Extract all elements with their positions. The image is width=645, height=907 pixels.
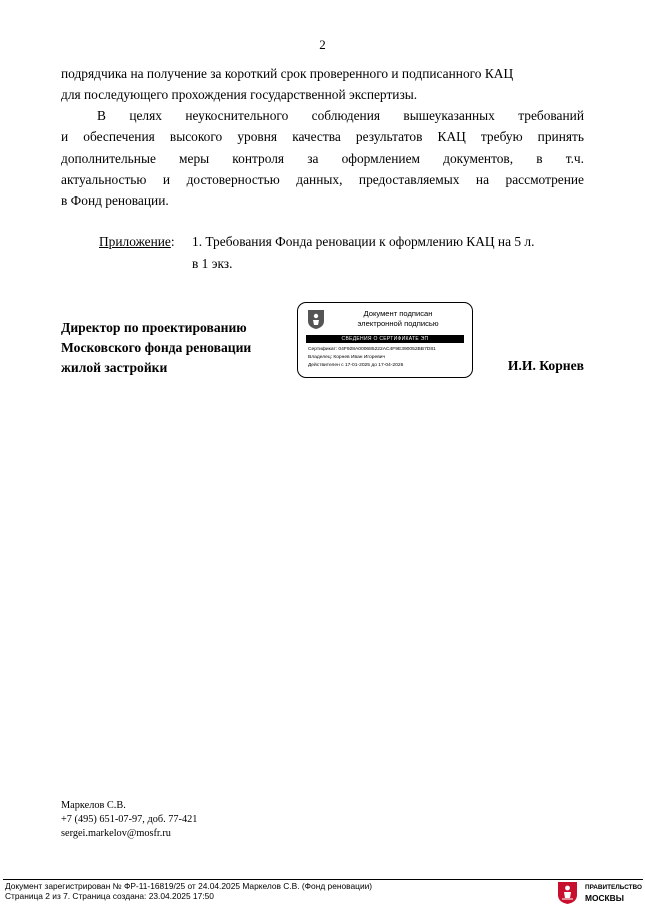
signer-title: жилой застройки — [61, 360, 168, 375]
stamp-certificate-header: СВЕДЕНИЯ О СЕРТИФИКАТЕ ЭП — [306, 335, 464, 343]
contact-phone: +7 (495) 651-07-97, доб. 77-421 — [61, 814, 198, 825]
moscow-coat-of-arms-icon — [557, 881, 578, 905]
body-line: для последующего прохождения государственной экспертизы. — [61, 87, 418, 102]
footer-divider — [3, 879, 643, 880]
attachment-colon: : — [170, 234, 175, 249]
signer-title: Директор по проектированию — [61, 320, 247, 335]
stamp-owner: Владелец: Корнев Иван Игоревич — [308, 355, 386, 360]
stamp-validity: Действителен с 17-01-2025 до 17-04-2026 — [308, 363, 404, 368]
body-line: в Фонд реновации. — [61, 193, 169, 208]
contact-name: Маркелов С.В. — [61, 800, 126, 811]
page-number: 2 — [319, 37, 326, 52]
contact-email: sergei.markelov@mosfr.ru — [61, 828, 171, 839]
moscow-emblem-icon — [307, 309, 325, 330]
body-line: и обеспечения высокого уровня качества результатов КАЦ требую принять — [61, 129, 584, 144]
electronic-signature-stamp — [297, 302, 473, 378]
attachment-row — [99, 234, 175, 250]
attachment-text: в 1 экз. — [192, 256, 233, 271]
body-line: В целях неукоснительного соблюдения вышеуказанных требований — [97, 108, 584, 123]
attachment-label: Приложение — [99, 234, 171, 249]
government-logo-line1: ПРАВИТЕЛЬСТВО — [585, 884, 642, 891]
signer-name: И.И. Корнев — [507, 358, 584, 373]
body-line: подрядчика на получение за короткий срок проверенного и подписанного КАЦ — [61, 66, 514, 81]
body-line: актуальностью и достоверностью данных, предоставляемых на рассмотрение — [61, 172, 584, 187]
footer-page-info: Страница 2 из 7. Страница создана: 23.04.2025 17:50 — [5, 891, 214, 901]
attachment-text: 1. Требования Фонда реновации к оформлению КАЦ на 5 л. — [192, 234, 535, 249]
government-logo-line2: МОСКВЫ — [585, 893, 624, 903]
stamp-certificate: Сертификат: 04F928A000685222AC4F9E390052BB7D81 — [308, 347, 436, 352]
body-line: дополнительные меры контроля за оформлением документов, в т.ч. — [61, 151, 584, 166]
stamp-title — [330, 309, 466, 329]
footer-registration: Документ зарегистрирован № ФР-11-16819/25 от 24.04.2025 Маркелов С.В. (Фонд реновации) — [5, 881, 373, 891]
signer-title: Московского фонда реновации — [61, 340, 252, 355]
stamp-title-line: Документ подписан — [363, 309, 433, 318]
stamp-title-line: электронной подписью — [357, 319, 439, 328]
